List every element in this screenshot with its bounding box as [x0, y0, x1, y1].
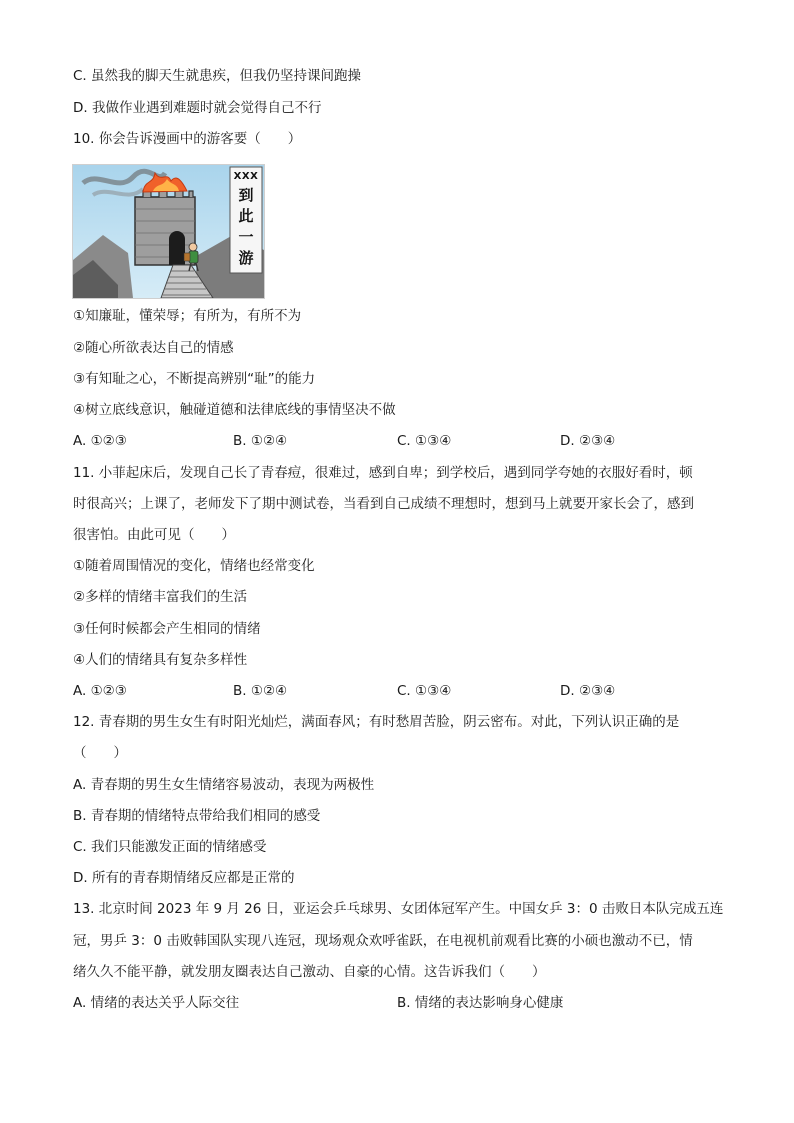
q11-item-2: ②多样的情绪丰富我们的生活: [73, 589, 248, 605]
q12-option-b: B. 青春期的情绪特点带给我们相同的感受: [73, 808, 321, 824]
q11-item-4: ④人们的情绪具有复杂多样性: [73, 652, 248, 668]
q10-item-1: ①知廉耻，懂荣辱；有所为，有所不为: [73, 308, 302, 324]
cartoon-sign-char-4: 游: [238, 249, 254, 267]
q11-stem-line-3: 很害怕。由此可见（ ）: [73, 527, 235, 543]
q10-stem: 10. 你会告诉漫画中的游客要（ ）: [73, 131, 302, 147]
q11-option-c: C. ①③④: [397, 683, 452, 699]
q12-stem-line-2: （ ）: [73, 745, 127, 761]
q10-option-d: D. ②③④: [560, 433, 616, 449]
q9-option-c: C. 虽然我的脚天生就患疾，但我仍坚持课间跑操: [73, 68, 362, 84]
q11-item-3: ③任何时候都会产生相同的情绪: [73, 621, 261, 637]
q13-stem-line-3: 绪久久不能平静，就发朋友圈表达自己激动、自豪的心情。这告诉我们（ ）: [73, 964, 546, 980]
q11-option-d: D. ②③④: [560, 683, 616, 699]
cartoon-sign-char-3: 一: [238, 228, 254, 246]
q12-option-c: C. 我们只能激发正面的情绪感受: [73, 839, 267, 855]
cartoon-sign-char-2: 此: [238, 207, 254, 225]
q10-cartoon-great-wall: [72, 164, 265, 299]
q11-stem-line-1: 11. 小菲起床后，发现自己长了青春痘，很难过，感到自卑；到学校后，遇到同学夸她的衣服好看时，顿: [73, 465, 693, 481]
q11-stem-line-2: 时很高兴；上课了，老师发下了期中测试卷，当看到自己成绩不理想时，想到马上就要开家长会了，感到: [73, 496, 694, 512]
q10-option-a: A. ①②③: [73, 433, 127, 449]
q13-option-a: A. 情绪的表达关乎人际交往: [73, 995, 240, 1011]
cartoon-sign-xxx: XXX: [233, 171, 259, 182]
q11-option-b: B. ①②④: [233, 683, 288, 699]
q11-item-1: ①随着周围情况的变化，情绪也经常变化: [73, 558, 315, 574]
cartoon-sign-char-1: 到: [238, 186, 254, 204]
q9-option-d: D. 我做作业遇到难题时就会觉得自己不行: [73, 100, 322, 116]
cartoon-sign: [230, 167, 262, 273]
q10-item-3: ③有知耻之心，不断提高辨别“耻”的能力: [73, 371, 316, 387]
q10-item-4: ④树立底线意识，触碰道德和法律底线的事情坚决不做: [73, 402, 396, 418]
q13-option-b: B. 情绪的表达影响身心健康: [397, 995, 564, 1011]
q13-stem-line-2: 冠，男乒 3：0 击败韩国队实现八连冠，现场观众欢呼雀跃，在电视机前观看比赛的小硕也激动不已，情: [73, 933, 693, 949]
q10-option-c: C. ①③④: [397, 433, 452, 449]
q12-option-d: D. 所有的青春期情绪反应都是正常的: [73, 870, 295, 886]
q10-item-2: ②随心所欲表达自己的情感: [73, 340, 234, 356]
q11-option-a: A. ①②③: [73, 683, 127, 699]
q12-stem-line-1: 12. 青春期的男生女生有时阳光灿烂，满面春风；有时愁眉苦脸，阴云密布。对此，下列认识正确的是: [73, 714, 680, 730]
q10-option-b: B. ①②④: [233, 433, 288, 449]
q13-stem-line-1: 13. 北京时间 2023 年 9 月 26 日，亚运会乒乓球男、女团体冠军产生。中国女乒 3：0 击败日本队完成五连: [73, 901, 724, 917]
q12-option-a: A. 青春期的男生女生情绪容易波动，表现为两极性: [73, 777, 375, 793]
